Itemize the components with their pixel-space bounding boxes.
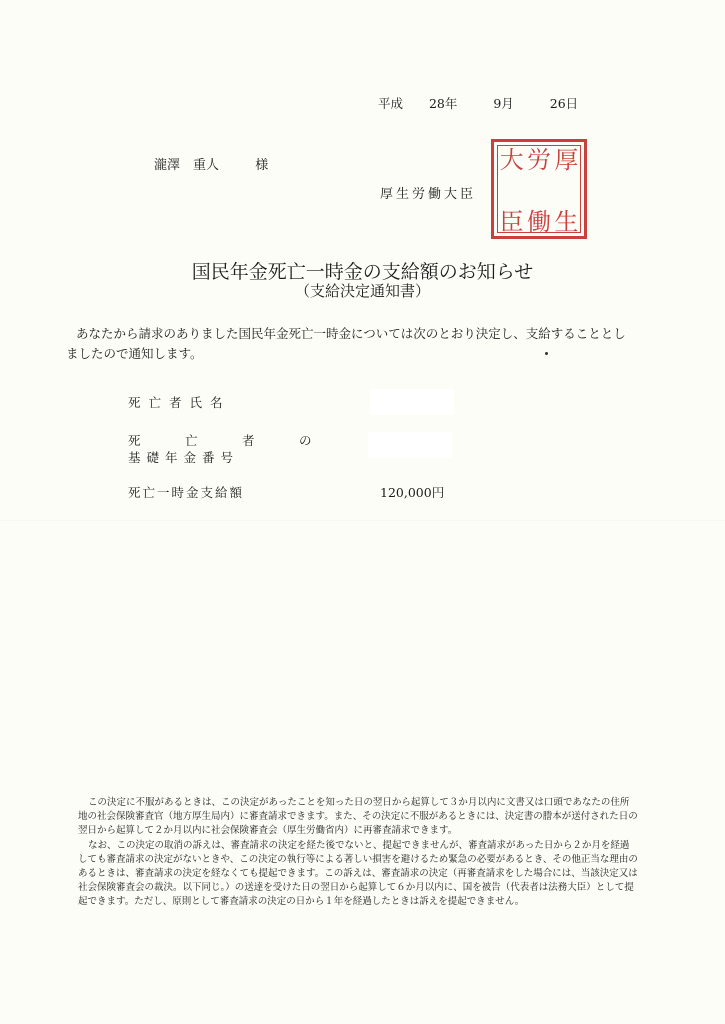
notice-paragraph-2: なお、この決定の取消の訴えは、審査請求の決定を経た後でないと、提起できませんが、審査請求があった日から２か月を経過しても審査請求の決定がないときや、この決定の執行等による著しい損害を避けるため緊急の必要があるとき、その他正当な理由のあるときは、審査請求の決定を経なくても提起できます。この訴えは、審査請求の決定（再審査請求をした場合には、当該決定又は社会保険審査会の裁決。以下同じ。）の送達を受けた日の翌日から起算して６か月以内に、国を被告（代表者は法務大臣）として提起できます。ただし、原則として審査請求の決定の日から１年を経過したときは訴えを提起できません。: [78, 839, 638, 908]
appeal-notice: [78, 796, 638, 910]
deceased-name-label: 死亡者氏名: [128, 395, 231, 410]
date-month: 9月: [493, 96, 514, 111]
ink-speck: [545, 352, 548, 355]
document-subtitle: （支給決定通知書）: [294, 282, 430, 300]
body-paragraph: あなたから請求のありました国民年金死亡一時金については次のとおり決定し、支給することとしましたので通知します。: [66, 326, 626, 361]
issue-date: [378, 94, 578, 112]
document-title: 国民年金死亡一時金の支給額のお知らせ: [191, 261, 534, 283]
date-day: 26日: [549, 96, 579, 111]
paper-fold: [0, 520, 725, 521]
recipient-honorific: 様: [255, 158, 269, 173]
date-era: 平成: [378, 96, 404, 111]
seal-column-1: 厚 生: [554, 146, 579, 236]
seal-column-3: 大 臣: [499, 146, 524, 236]
official-seal-stamp: [491, 139, 587, 239]
seal-column-2: 労 働: [526, 146, 551, 236]
payment-amount-label: 死亡一時金支給額: [128, 485, 245, 500]
date-year: 28年: [428, 96, 458, 111]
payment-amount-value: 120,000円: [380, 485, 445, 500]
sender: 厚生労働大臣: [380, 187, 477, 202]
redacted-pension-number: [368, 432, 452, 458]
redacted-deceased-name: [370, 389, 454, 415]
notice-paragraph-1: この決定に不服があるときは、この決定があったことを知った日の翌日から起算して３か月以内に文書又は口頭であなたの住所地の社会保険審査官（地方厚生局内）に審査請求できます。また、その決定に不服があるときには、決定書の謄本が送付された日の翌日から起算して２か月以内に社会保険審査会（厚生労働省内）に再審査請求できます。: [78, 797, 638, 837]
pension-number-label-line1: 死 亡 者 の: [128, 433, 328, 448]
recipient: [154, 154, 268, 173]
pension-number-label-line2: 基礎年金番号: [128, 450, 240, 465]
recipient-name: 瀧澤 重人: [154, 158, 220, 173]
